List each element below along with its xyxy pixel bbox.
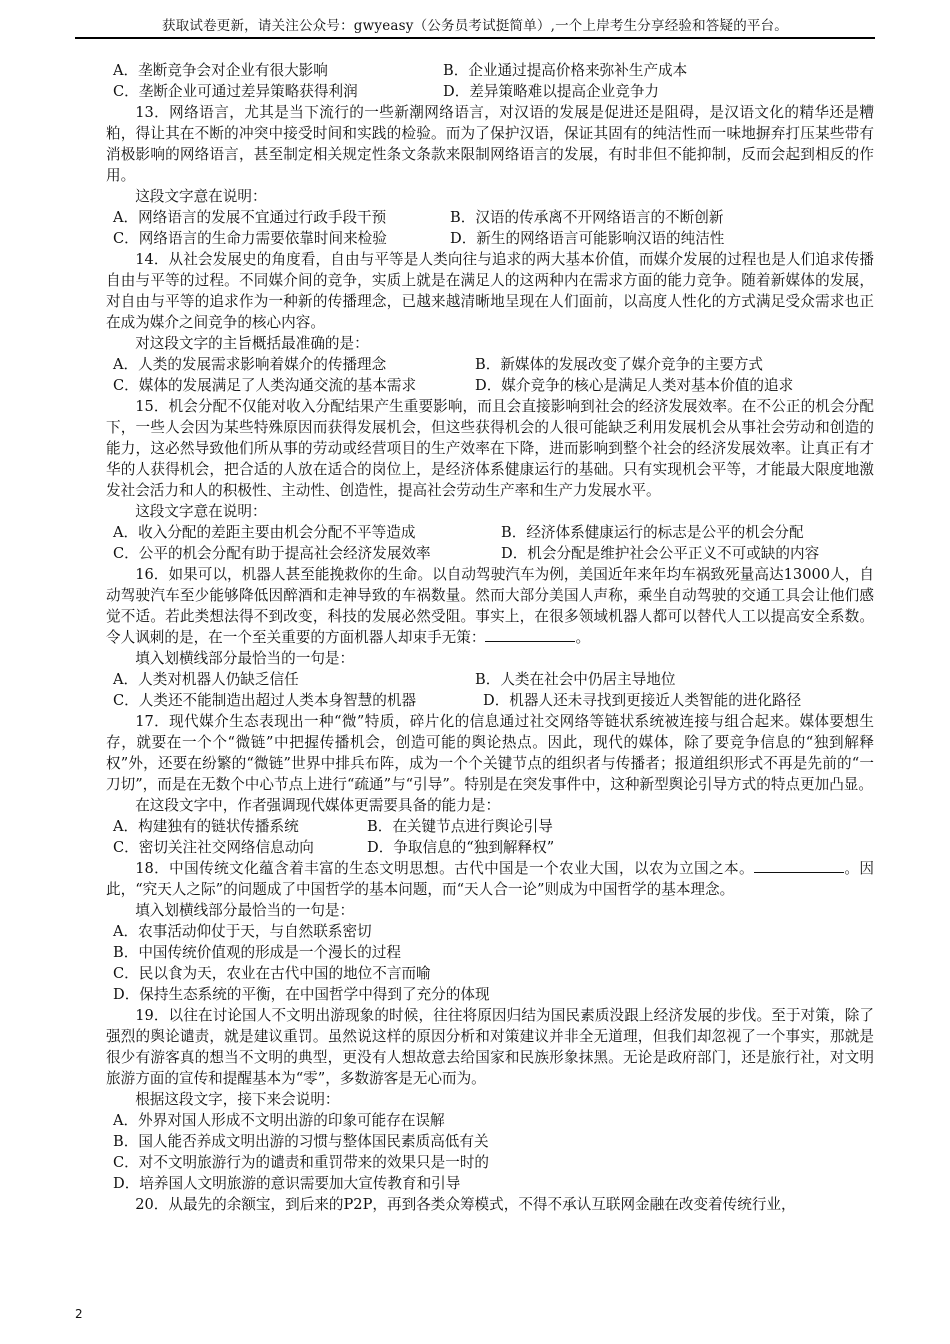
q13-option-a: A．网络语言的发展不宜通过行政手段干预 (113, 209, 387, 226)
q13-passage: 13．网络语言，尤其是当下流行的一些新潮网络语言，对汉语的发展是促进还是阻碍，是汉语文化的精华还是糟粕，得让其在不断的冲突中接受时间和实践的检验。而为了保护汉语，保证其固有的纯洁性而一味地摒弃打压某些带有消极影响的网络语言，甚至制定相关规定性条文条款来限制网络语言的发展，有时非但不能抑制，反而会起到相反的作用。 (106, 104, 874, 184)
q18-fill-blank (754, 858, 844, 873)
q14-options-row-2 (106, 375, 874, 396)
q15-options-row-2 (106, 543, 874, 564)
q15-option-d: D．机会分配是维护社会公平正义不可或缺的内容 (501, 545, 820, 562)
q16-option-a: A．人类对机器人仍缺乏信任 (113, 671, 299, 688)
q14-prompt: 对这段文字的主旨概括最准确的是： (135, 335, 369, 352)
q12-option-d: D．差异策略难以提高企业竞争力 (443, 83, 660, 100)
document-body (106, 60, 874, 1215)
q12-options-row-1 (106, 60, 874, 81)
q19-prompt: 根据这段文字，接下来会说明： (135, 1091, 340, 1108)
q18-option-d: D．保持生态系统的平衡，在中国哲学中得到了充分的体现 (113, 986, 490, 1003)
q13-option-d: D．新生的网络语言可能影响汉语的纯洁性 (450, 230, 725, 247)
q16-option-b: B．人类在社会中仍居主导地位 (475, 671, 676, 688)
q19-option-b: B．国人能否养成文明出游的习惯与整体国民素质高低有关 (113, 1133, 489, 1150)
q15-passage: 15．机会分配不仅能对收入分配结果产生重要影响，而且会直接影响到社会的经济发展效率。在不公正的机会分配下，一些人会因为某些特殊原因而获得发展机会，但这些获得机会的人很可能缺乏利用发展机会从事社会劳动和创造的能力，这必然导致他们所从事的劳动或经营项目的生产效率在下降，进而影响到整个社会的经济发展效率。让真正有才华的人获得机会，把合适的人放在适合的岗位上，是经济体系健康运行的基础。只有实现机会平等，才能最大限度地激发社会活力和人的积极性、主动性、创造性，提高社会劳动生产率和生产力发展水平。 (106, 398, 874, 499)
q16-prompt: 填入划横线部分最恰当的一句是： (135, 650, 355, 667)
q17-prompt: 在这段文字中，作者强调现代媒体更需要具备的能力是： (135, 797, 501, 814)
q18-option-b: B．中国传统价值观的形成是一个漫长的过程 (113, 944, 402, 961)
page-header: 获取试卷更新，请关注公众号：gwyeasy（公务员考试挺简单）,一个上岸考生分享经验和答疑的平台。 (161, 18, 788, 34)
q14-options-row-1 (106, 354, 874, 375)
q16-fill-blank (485, 627, 575, 642)
q16-passage-text: 16．如果可以，机器人甚至能挽救你的生命。以自动驾驶汽车为例，美国近年来年均车祸致死量高达13000人，自动驾驶汽车至少能够降低因醉酒和走神导致的车祸数量。然而大部分美国人声称，乘坐自动驾驶的交通工具会让他们感觉不适。若此类想法得不到改变，科技的发展必然受阻。事实上，在很多领域机器人都可以替代人工以提高安全系数。令人讽刺的是，在一个至关重要的方面机器人却束手无策： (106, 566, 874, 646)
q16-options-row-1 (106, 669, 874, 690)
q17-options-row-2 (106, 837, 874, 858)
q19-option-c: C．对不文明旅游行为的谴责和重罚带来的效果只是一时的 (113, 1154, 490, 1171)
q19-option-d: D．培养国人文明旅游的意识需要加大宣传教育和引导 (113, 1175, 461, 1192)
q15-option-c: C．公平的机会分配有助于提高社会经济发展效率 (113, 545, 431, 562)
q16-passage (106, 564, 874, 648)
q18-passage (106, 858, 874, 900)
q18-passage-text-before: 18．中国传统文化蕴含着丰富的生态文明思想。古代中国是一个农业大国，以农为立国之本。 (135, 860, 754, 877)
q19-option-a: A．外界对国人形成不文明出游的印象可能存在误解 (113, 1112, 445, 1129)
q19-passage: 19．以往在讨论国人不文明出游现象的时候，往往将原因归结为国民素质没跟上经济发展的步伐。至于对策，除了强烈的舆论谴责，就是建议重罚。虽然说这样的原因分析和对策建议并非全无道理，但我们却忽视了一个事实，那就是很少有游客真的想当不文明的典型，更没有人想故意去给国家和民族形象抹黑。无论是政府部门，还是旅行社，对文明旅游方面的宣传和提醒基本为“零”，多数游客是无心而为。 (106, 1007, 874, 1087)
q18-prompt: 填入划横线部分最恰当的一句是： (135, 902, 355, 919)
q14-passage: 14．从社会发展史的角度看，自由与平等是人类向往与追求的两大基本价值，而媒介发展的过程也是人们追求传播自由与平等的过程。不同媒介间的竞争，实质上就是在满足人的这两种内在需求方面的能力竞争。随着新媒体的发展，对自由与平等的追求作为一种新的传播理念，已越来越清晰地呈现在人们面前，以高度人性化的方式满足受众需求也正在成为媒介之间竞争的核心内容。 (106, 251, 874, 331)
q14-option-d: D．媒介竞争的核心是满足人类对基本价值的追求 (475, 377, 794, 394)
q12-option-a: A．垄断竞争会对企业有很大影响 (113, 62, 328, 79)
q12-option-c: C．垄断企业可通过差异策略获得利润 (113, 83, 358, 100)
q14-option-a: A．人类的发展需求影响着媒介的传播理念 (113, 356, 387, 373)
q15-prompt: 这段文字意在说明： (135, 503, 267, 520)
header-divider (75, 37, 875, 39)
q18-passage-text-after: 。因此，“究天人之际”的问题成了中国哲学的基本问题，而“天人合一论”则成为中国哲学的基本理念。 (106, 860, 874, 898)
q18-option-c: C．民以食为天，农业在古代中国的地位不言而喻 (113, 965, 431, 982)
q17-option-b: B．在关键节点进行舆论引导 (367, 818, 553, 835)
q13-prompt: 这段文字意在说明： (135, 188, 267, 205)
q13-options-row-1 (106, 207, 874, 228)
q17-option-c: C．密切关注社交网络信息动向 (113, 839, 314, 856)
q15-options-row-1 (106, 522, 874, 543)
q16-option-d: D．机器人还未寻找到更接近人类智能的进化路径 (483, 692, 802, 709)
q17-passage: 17．现代媒介生态表现出一种“微”特质，碎片化的信息通过社交网络等链状系统被连接与组合起来。媒体要想生存，就要在一个个“微链”中把握传播机会，创造可能的舆论热点。因此，现代的媒体，除了要竞争信息的“独到解释权”外，还要在纷繁的“微链”世界中排兵布阵，成为一个个关键节点的组织者与传播者；报道组织形式不再是先前的“一刀切”，而是在无数个中心节点上进行“疏通”与“引导”。特别是在突发事件中，这种新型舆论引导方式的特点更加凸显。 (106, 713, 874, 793)
q15-option-a: A．收入分配的差距主要由机会分配不平等造成 (113, 524, 416, 541)
q14-option-c: C．媒体的发展满足了人类沟通交流的基本需求 (113, 377, 417, 394)
q12-options-row-2 (106, 81, 874, 102)
q14-option-b: B．新媒体的发展改变了媒介竞争的主要方式 (475, 356, 764, 373)
q16-options-row-2 (106, 690, 874, 711)
q12-option-b: B．企业通过提高价格来弥补生产成本 (443, 62, 688, 79)
q17-option-d: D．争取信息的“独到解释权” (367, 839, 555, 856)
q17-options-row-1 (106, 816, 874, 837)
q16-passage-tail: 。 (575, 629, 591, 646)
q18-option-a: A．农事活动仰仗于天，与自然联系密切 (113, 923, 372, 940)
q16-option-c: C．人类还不能制造出超过人类本身智慧的机器 (113, 692, 417, 709)
q15-option-b: B．经济体系健康运行的标志是公平的机会分配 (501, 524, 804, 541)
q20-passage: 20．从最先的余额宝，到后来的P2P，再到各类众筹模式，不得不承认互联网金融在改变着传统行业， (135, 1196, 796, 1213)
q13-option-b: B．汉语的传承离不开网络语言的不断创新 (450, 209, 724, 226)
q13-option-c: C．网络语言的生命力需要依靠时间来检验 (113, 230, 387, 247)
page-number: 2 (75, 1307, 83, 1321)
q13-options-row-2 (106, 228, 874, 249)
q17-option-a: A．构建独有的链状传播系统 (113, 818, 299, 835)
